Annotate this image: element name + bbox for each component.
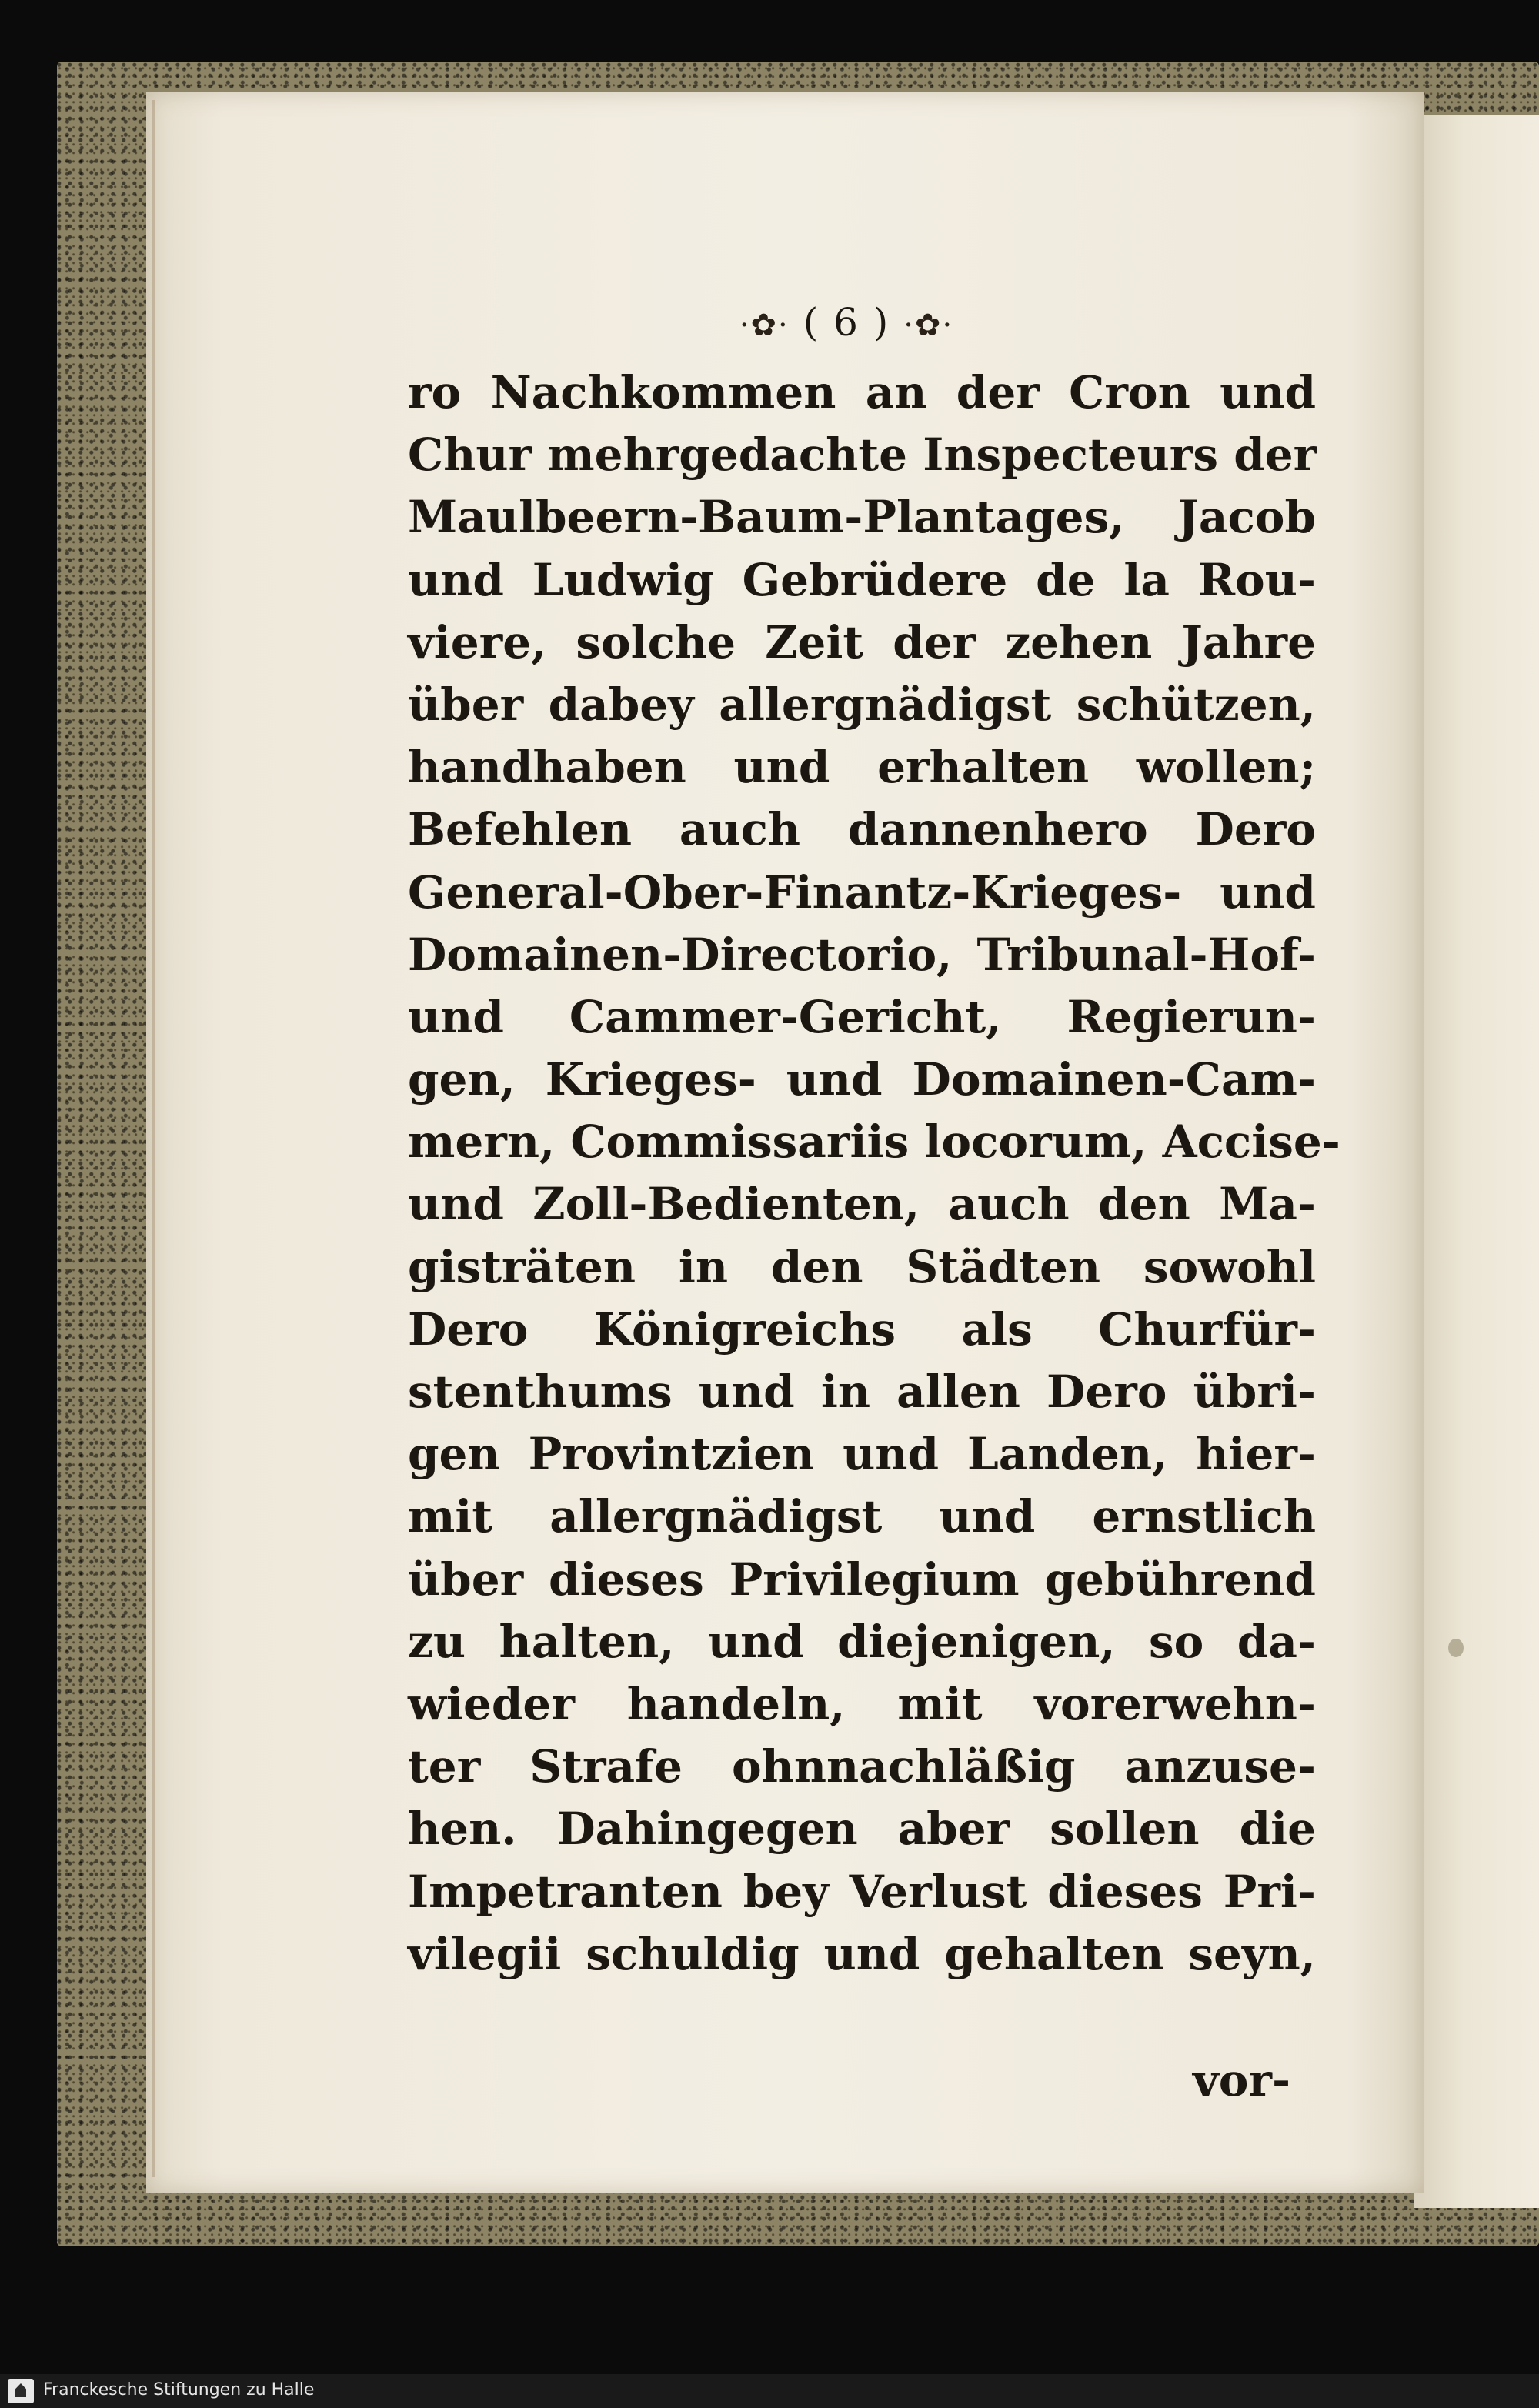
ornament-left-icon: ·✿· bbox=[739, 308, 790, 343]
text-line: gisträten in den Städten sowohl bbox=[408, 1240, 1316, 1293]
text-line: über dieses Privilegium gebührend bbox=[408, 1553, 1316, 1606]
paper-spot bbox=[1448, 1639, 1464, 1657]
text-line: gen, Krieges- und Domainen-Cam- bbox=[408, 1053, 1316, 1106]
text-line: Domainen-Directorio, Tribunal-Hof- bbox=[408, 928, 1316, 981]
body-text bbox=[408, 362, 1340, 1986]
text-line: Chur mehrgedachte Inspecteurs der bbox=[408, 429, 1317, 482]
text-line: Dero Königreichs als Churfür- bbox=[408, 1302, 1316, 1356]
text-line: wieder handeln, mit vorerwehn- bbox=[408, 1677, 1316, 1730]
text-line: und Zoll-Bedienten, auch den Ma- bbox=[408, 1178, 1316, 1231]
catchword: vor- bbox=[1193, 2054, 1291, 2106]
text-line: viere, solche Zeit der zehen Jahre bbox=[408, 615, 1316, 669]
book-page bbox=[146, 92, 1424, 2193]
running-head bbox=[408, 300, 1285, 345]
text-line: und Ludwig Gebrüdere de la Rou- bbox=[408, 553, 1316, 606]
text-line: stenthums und in allen Dero übri- bbox=[408, 1366, 1316, 1418]
institution-name: Franckesche Stiftungen zu Halle bbox=[43, 2380, 315, 2400]
page-gutter-line bbox=[152, 100, 155, 2177]
text-line: über dabey allergnädigst schützen, bbox=[408, 678, 1316, 731]
text-line: gen Provintzien und Landen, hier- bbox=[408, 1428, 1316, 1481]
text-line: mit allergnädigst und ernstlich bbox=[408, 1490, 1316, 1543]
facing-page-edge bbox=[1414, 115, 1539, 2208]
text-line: Befehlen auch dannenhero Dero bbox=[408, 803, 1316, 856]
footer-bar bbox=[0, 2374, 1539, 2408]
text-line: Maulbeern-Baum-Plantages, Jacob bbox=[408, 491, 1316, 544]
text-line: hen. Dahingegen aber sollen die bbox=[408, 1803, 1316, 1856]
institution-logo-icon bbox=[8, 2379, 34, 2403]
text-line: ro Nachkommen an der Cron und bbox=[408, 366, 1316, 419]
text-line: General-Ober-Finantz-Krieges- und bbox=[408, 865, 1316, 919]
text-line: handhaben und erhalten wollen; bbox=[408, 741, 1316, 794]
text-line: vilegii schuldig und gehalten seyn, bbox=[408, 1927, 1316, 1980]
page-number: ( 6 ) bbox=[803, 300, 890, 345]
ornament-right-icon: ·✿· bbox=[903, 308, 954, 343]
text-line: zu halten, und diejenigen, so da- bbox=[408, 1615, 1316, 1668]
text-line: ter Strafe ohnnachläßig anzuse- bbox=[408, 1740, 1316, 1793]
text-line: und Cammer-Gericht, Regierun- bbox=[408, 990, 1316, 1043]
text-line: mern, Commissariis locorum, Accise- bbox=[408, 1116, 1340, 1169]
text-line: Impetranten bey Verlust dieses Pri- bbox=[408, 1865, 1316, 1918]
